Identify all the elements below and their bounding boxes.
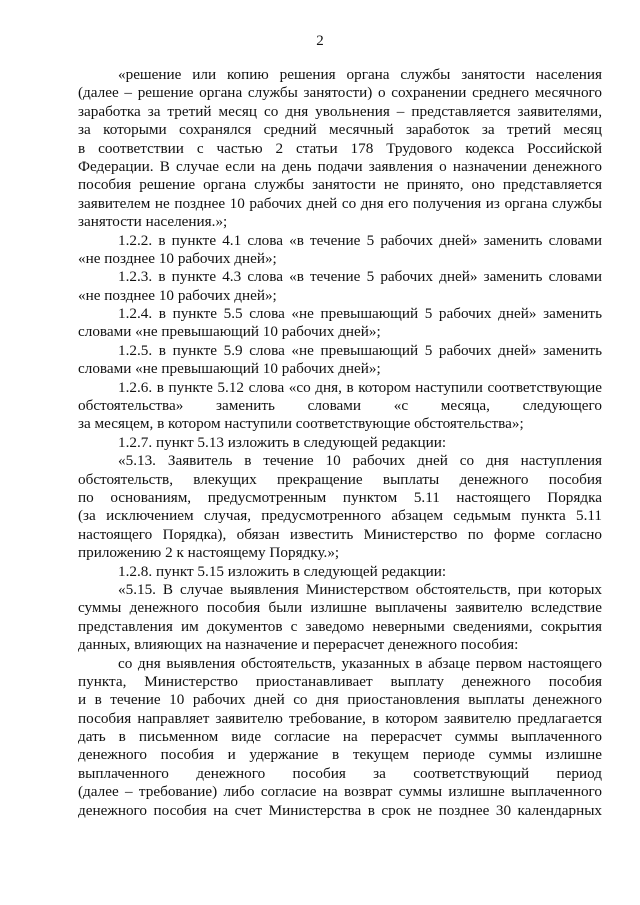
text-line: Федерации. В случае если на день подачи заявления о назначении денежного <box>78 157 602 175</box>
text-line: данных, влияющих на назначение и перерасчет денежного пособия: <box>78 636 519 654</box>
text-line: (за исключением случая, предусмотренного абзацем седьмым пункта 5.11 <box>78 507 602 525</box>
text-line: и в течение 10 рабочих дней со дня приостановления выплаты денежного <box>78 691 602 709</box>
text-line: «не позднее 10 рабочих дней»; <box>78 286 277 304</box>
text-line: за которыми сохранялся средний месячный заработок за третий месяц <box>78 121 602 139</box>
text-line: обстоятельств, влекущих прекращение выплаты денежного пособия <box>78 470 602 488</box>
text-line: 1.2.4. в пункте 5.5 слова «не превышающий 5 рабочих дней» заменить <box>118 305 602 323</box>
text-line: 1.2.3. в пункте 4.3 слова «в течение 5 рабочих дней» заменить словами <box>118 268 602 286</box>
text-line: настоящего Порядка), обязан известить Министерство по форме согласно <box>78 525 602 543</box>
text-line: занятости населения.»; <box>78 213 228 231</box>
text-line: 1.2.7. пункт 5.13 изложить в следующей редакции: <box>118 433 447 451</box>
page-number: 2 <box>316 33 324 49</box>
text-line: «5.13. Заявитель в течение 10 рабочих дней со дня наступления <box>118 452 602 470</box>
text-line: «5.15. В случае выявления Министерством обстоятельств, при которых <box>118 580 602 598</box>
text-line: пособия направляет заявителю требование, в котором заявителю предлагается <box>78 709 602 727</box>
text-line: словами «не превышающий 10 рабочих дней»; <box>78 360 381 378</box>
text-line: (далее – решение органа службы занятости) о сохранении среднего месячного <box>78 84 602 102</box>
text-line: приложению 2 к настоящему Порядку.»; <box>78 544 340 562</box>
text-line: денежного пособия и удержание в текущем периоде суммы излишне <box>78 746 602 764</box>
text-line: в соответствии с частью 2 статьи 178 Трудового кодекса Российской <box>78 139 602 157</box>
text-line: дать в письменном виде согласие на перерасчет суммы выплаченного <box>78 728 602 746</box>
text-line: 1.2.2. в пункте 4.1 слова «в течение 5 рабочих дней» заменить словами <box>118 231 602 249</box>
text-line: обстоятельства» заменить словами «с месяца, следующего <box>78 397 602 415</box>
text-line: выплаченного денежного пособия за соответствующий период <box>78 764 602 782</box>
text-line: «не позднее 10 рабочих дней»; <box>78 249 277 267</box>
text-line: за месяцем, в котором наступили соответствующие обстоятельства»; <box>78 415 524 433</box>
text-line: словами «не превышающий 10 рабочих дней»; <box>78 323 381 341</box>
text-line: денежного пособия на счет Министерства в срок не позднее 30 календарных <box>78 801 602 819</box>
text-line: по основаниям, предусмотренным пунктом 5.11 настоящего Порядка <box>78 488 602 506</box>
text-line: представления им документов с заведомо неверными сведениями, сокрытия <box>78 617 602 635</box>
text-line: пособия решение органа службы занятости не принято, оно представляется <box>78 176 602 194</box>
text-line: 1.2.5. в пункте 5.9 слова «не превышающий 5 рабочих дней» заменить <box>118 341 602 359</box>
text-line: 1.2.8. пункт 5.15 изложить в следующей редакции: <box>118 562 447 580</box>
text-line: пункта, Министерство приостанавливает выплату денежного пособия <box>78 672 602 690</box>
text-line: «решение или копию решения органа службы занятости населения <box>118 66 602 83</box>
text-line: суммы денежного пособия были излишне выплачены заявителю вследствие <box>78 599 602 617</box>
text-line: (далее – требование) либо согласие на возврат суммы излишне выплаченного <box>78 783 602 801</box>
document-body <box>78 66 602 820</box>
text-line: заработка за третий месяц со дня увольнения – представляется заявителями, <box>78 102 602 120</box>
text-line: заявителем не позднее 10 рабочих дней со дня его получения из органа службы <box>78 194 602 212</box>
text-line: со дня выявления обстоятельств, указанных в абзаце первом настоящего <box>118 654 602 672</box>
text-line: 1.2.6. в пункте 5.12 слова «со дня, в котором наступили соответствующие <box>118 378 602 396</box>
